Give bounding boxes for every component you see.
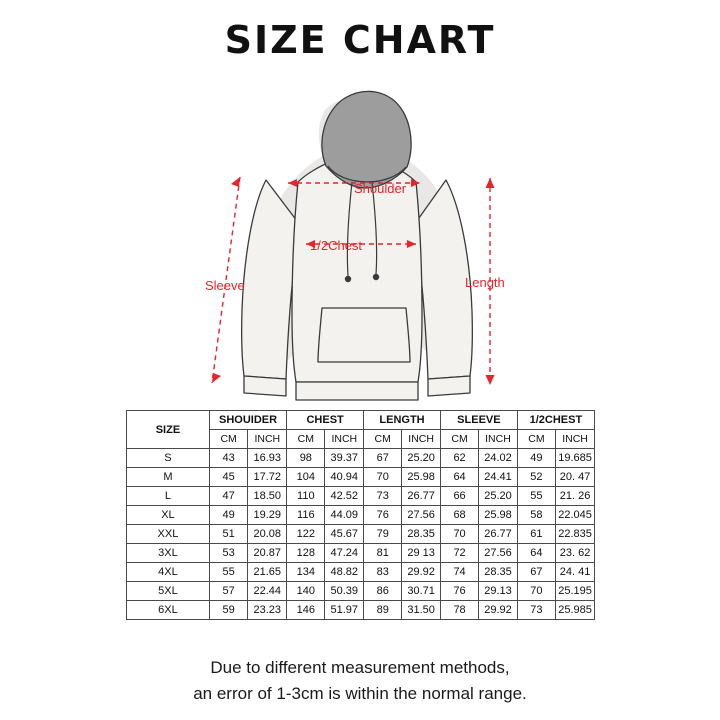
cell: 146 xyxy=(287,601,325,620)
cell: 20.87 xyxy=(248,544,287,563)
cell: 128 xyxy=(287,544,325,563)
table-header-groups xyxy=(127,411,595,430)
cell: 27.56 xyxy=(479,544,518,563)
cell: 31.50 xyxy=(402,601,441,620)
cell: 23. 62 xyxy=(556,544,595,563)
cell: 55 xyxy=(209,563,248,582)
table-row xyxy=(127,544,595,563)
cell: 22.045 xyxy=(556,506,595,525)
row-size: XL xyxy=(127,506,210,525)
unit-cell: INCH xyxy=(325,430,364,449)
cell: 18.50 xyxy=(248,487,287,506)
unit-cell: INCH xyxy=(556,430,595,449)
cell: 19.685 xyxy=(556,449,595,468)
cell: 20. 47 xyxy=(556,468,595,487)
cell: 110 xyxy=(287,487,325,506)
cell: 45 xyxy=(209,468,248,487)
cell: 19.29 xyxy=(248,506,287,525)
header-shoulder: SHOUIDER xyxy=(209,411,286,430)
cell: 21.65 xyxy=(248,563,287,582)
cell: 53 xyxy=(209,544,248,563)
cell: 64 xyxy=(440,468,478,487)
cell: 134 xyxy=(287,563,325,582)
row-size: 3XL xyxy=(127,544,210,563)
cell: 67 xyxy=(517,563,555,582)
cell: 29.92 xyxy=(402,563,441,582)
table-row xyxy=(127,601,595,620)
cell: 21. 26 xyxy=(556,487,595,506)
cell: 70 xyxy=(440,525,478,544)
cell: 24. 41 xyxy=(556,563,595,582)
unit-cell: CM xyxy=(209,430,248,449)
cell: 73 xyxy=(517,601,555,620)
cell: 104 xyxy=(287,468,325,487)
cell: 29.13 xyxy=(479,582,518,601)
cell: 70 xyxy=(364,468,402,487)
cell: 79 xyxy=(364,525,402,544)
measurement-note xyxy=(0,655,720,707)
cell: 76 xyxy=(440,582,478,601)
table-row xyxy=(127,506,595,525)
cell: 22.44 xyxy=(248,582,287,601)
unit-cell: CM xyxy=(440,430,478,449)
unit-cell: INCH xyxy=(402,430,441,449)
cell: 44.09 xyxy=(325,506,364,525)
table-row xyxy=(127,487,595,506)
cell: 73 xyxy=(364,487,402,506)
size-table-wrapper xyxy=(126,410,595,620)
cell: 47.24 xyxy=(325,544,364,563)
note-line-2: an error of 1-3cm is within the normal range. xyxy=(193,684,527,703)
cell: 140 xyxy=(287,582,325,601)
unit-cell: CM xyxy=(364,430,402,449)
cell: 43 xyxy=(209,449,248,468)
cell: 122 xyxy=(287,525,325,544)
cell: 86 xyxy=(364,582,402,601)
cell: 42.52 xyxy=(325,487,364,506)
cell: 62 xyxy=(440,449,478,468)
cell: 29 13 xyxy=(402,544,441,563)
size-table xyxy=(126,410,595,620)
cell: 66 xyxy=(440,487,478,506)
cell: 47 xyxy=(209,487,248,506)
cell: 25.20 xyxy=(479,487,518,506)
cell: 25.20 xyxy=(402,449,441,468)
cell: 20.08 xyxy=(248,525,287,544)
cell: 30.71 xyxy=(402,582,441,601)
cell: 27.56 xyxy=(402,506,441,525)
cell: 45.67 xyxy=(325,525,364,544)
cell: 23.23 xyxy=(248,601,287,620)
hoodie-illustration xyxy=(120,70,600,405)
cell: 25.195 xyxy=(556,582,595,601)
cell: 50.39 xyxy=(325,582,364,601)
label-sleeve: Sleeve xyxy=(205,278,245,293)
cell: 26.77 xyxy=(402,487,441,506)
cell: 25.98 xyxy=(402,468,441,487)
cell: 81 xyxy=(364,544,402,563)
cell: 26.77 xyxy=(479,525,518,544)
cell: 28.35 xyxy=(479,563,518,582)
cell: 116 xyxy=(287,506,325,525)
table-row xyxy=(127,449,595,468)
header-chest: CHEST xyxy=(287,411,364,430)
note-line-1: Due to different measurement methods, xyxy=(210,658,510,677)
cell: 24.02 xyxy=(479,449,518,468)
unit-cell: CM xyxy=(287,430,325,449)
row-size: S xyxy=(127,449,210,468)
cell: 51.97 xyxy=(325,601,364,620)
unit-cell: CM xyxy=(517,430,555,449)
label-shoulder: Shoulder xyxy=(354,181,407,196)
cell: 28.35 xyxy=(402,525,441,544)
cell: 67 xyxy=(364,449,402,468)
cell: 89 xyxy=(364,601,402,620)
cell: 49 xyxy=(209,506,248,525)
cell: 39.37 xyxy=(325,449,364,468)
header-sleeve: SLEEVE xyxy=(440,411,517,430)
table-row xyxy=(127,582,595,601)
header-size: SIZE xyxy=(127,411,210,449)
cell: 51 xyxy=(209,525,248,544)
cell: 70 xyxy=(517,582,555,601)
cell: 40.94 xyxy=(325,468,364,487)
table-row xyxy=(127,468,595,487)
label-length: Length xyxy=(465,275,505,290)
cell: 48.82 xyxy=(325,563,364,582)
row-size: 6XL xyxy=(127,601,210,620)
unit-cell: INCH xyxy=(479,430,518,449)
cell: 24.41 xyxy=(479,468,518,487)
row-size: M xyxy=(127,468,210,487)
cell: 74 xyxy=(440,563,478,582)
cell: 17.72 xyxy=(248,468,287,487)
cell: 83 xyxy=(364,563,402,582)
unit-cell: INCH xyxy=(248,430,287,449)
table-row xyxy=(127,525,595,544)
table-row xyxy=(127,563,595,582)
cell: 22.835 xyxy=(556,525,595,544)
page-title: SIZE CHART xyxy=(224,18,496,62)
cell: 78 xyxy=(440,601,478,620)
cell: 64 xyxy=(517,544,555,563)
row-size: XXL xyxy=(127,525,210,544)
cell: 58 xyxy=(517,506,555,525)
header-length: LENGTH xyxy=(364,411,441,430)
cell: 29.92 xyxy=(479,601,518,620)
cell: 52 xyxy=(517,468,555,487)
row-size: 5XL xyxy=(127,582,210,601)
cell: 59 xyxy=(209,601,248,620)
cell: 68 xyxy=(440,506,478,525)
cell: 76 xyxy=(364,506,402,525)
header-half-chest: 1/2CHEST xyxy=(517,411,594,430)
cell: 49 xyxy=(517,449,555,468)
label-half-chest: 1/2Chest xyxy=(310,238,363,253)
cell: 25.98 xyxy=(479,506,518,525)
cell: 55 xyxy=(517,487,555,506)
cell: 57 xyxy=(209,582,248,601)
cell: 25.985 xyxy=(556,601,595,620)
row-size: L xyxy=(127,487,210,506)
cell: 72 xyxy=(440,544,478,563)
row-size: 4XL xyxy=(127,563,210,582)
cell: 98 xyxy=(287,449,325,468)
cell: 16.93 xyxy=(248,449,287,468)
cell: 61 xyxy=(517,525,555,544)
